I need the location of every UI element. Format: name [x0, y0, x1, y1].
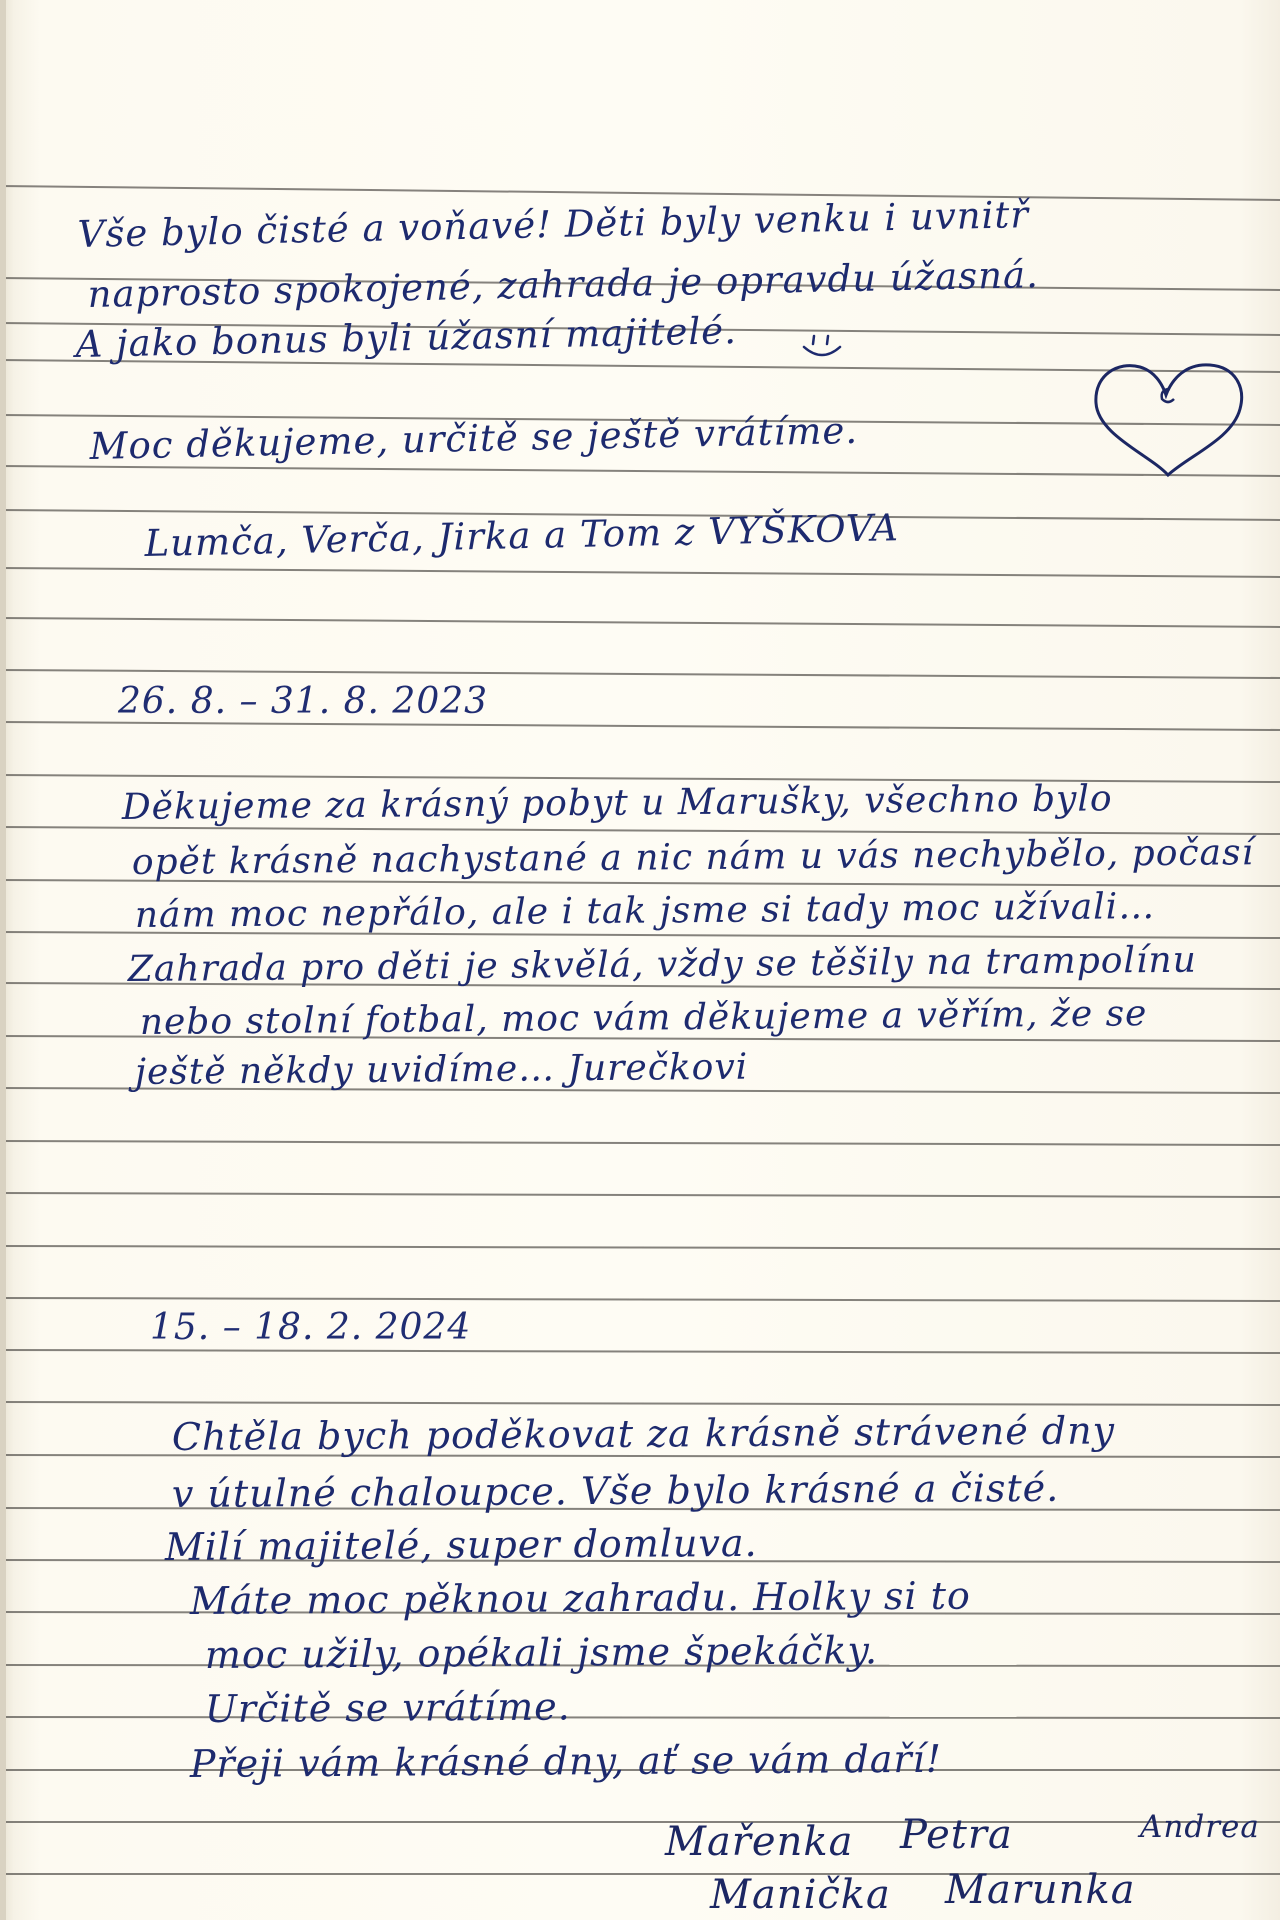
entry1-line-2: naprosto spokojené, zahrada je opravdu úžasná.	[87, 253, 1040, 316]
entry2-line-4: Zahrada pro děti je skvělá, vždy se těšily na trampolínu	[127, 939, 1198, 990]
entry3-signature-3: Andrea	[1140, 1809, 1260, 1845]
entry3-signature-5: Marunka	[945, 1867, 1136, 1913]
entry3-signature-2: Petra	[900, 1812, 1013, 1858]
binding-edge	[0, 0, 12, 1920]
entry3-line-3: Milí majitelé, super domluva.	[164, 1520, 758, 1569]
entry3-line-7: Přeji vám krásné dny, ať se vám daří!	[189, 1736, 943, 1786]
entry3-signature-1: Mařenka	[665, 1819, 854, 1865]
entry3-line-6: Určitě se vrátíme.	[204, 1684, 571, 1731]
entry3-date: 15. – 18. 2. 2024	[150, 1307, 472, 1348]
entry2-line-5: nebo stolní fotbal, moc vám děkujeme a věřím, že se	[139, 993, 1148, 1043]
entry2-date: 26. 8. – 31. 8. 2023	[118, 681, 489, 722]
entry1-line-4: Moc děkujeme, určitě se ještě vrátíme.	[89, 408, 859, 468]
entry2-line-1: Děkujeme za krásný pobyt u Marušky, všechno bylo	[121, 778, 1113, 828]
entry2-line-2: opět krásně nachystané a nic nám u vás nechybělo, počasí	[131, 832, 1255, 883]
entry3-line-1: Chtěla bych poděkovat za krásně strávené dny	[171, 1408, 1116, 1459]
entry1-signature: Lumča, Verča, Jirka a Tom z VYŠKOVA	[144, 506, 900, 565]
entry2-line-3: nám moc nepřálo, ale i tak jsme si tady moc užívali…	[134, 886, 1156, 936]
entry1-line-3: A jako bonus byli úžasní majitelé.	[75, 309, 738, 366]
entry2-line-6: ještě někdy uvidíme… Jurečkovi	[134, 1046, 749, 1093]
entry3-line-5: moc užily, opékali jsme špekáčky.	[204, 1628, 879, 1677]
heart-icon	[1090, 355, 1250, 480]
smiley-icon	[800, 333, 844, 361]
entry1-line-1: Vše bylo čisté a voňavé! Děti byly venku i uvnitř	[77, 193, 1030, 256]
entry3-signature-4: Manička	[710, 1872, 891, 1918]
entry3-line-4: Máte moc pěknou zahradu. Holky si to	[189, 1573, 971, 1623]
entry3-line-2: v útulné chaloupce. Vše bylo krásné a čisté.	[171, 1465, 1060, 1516]
